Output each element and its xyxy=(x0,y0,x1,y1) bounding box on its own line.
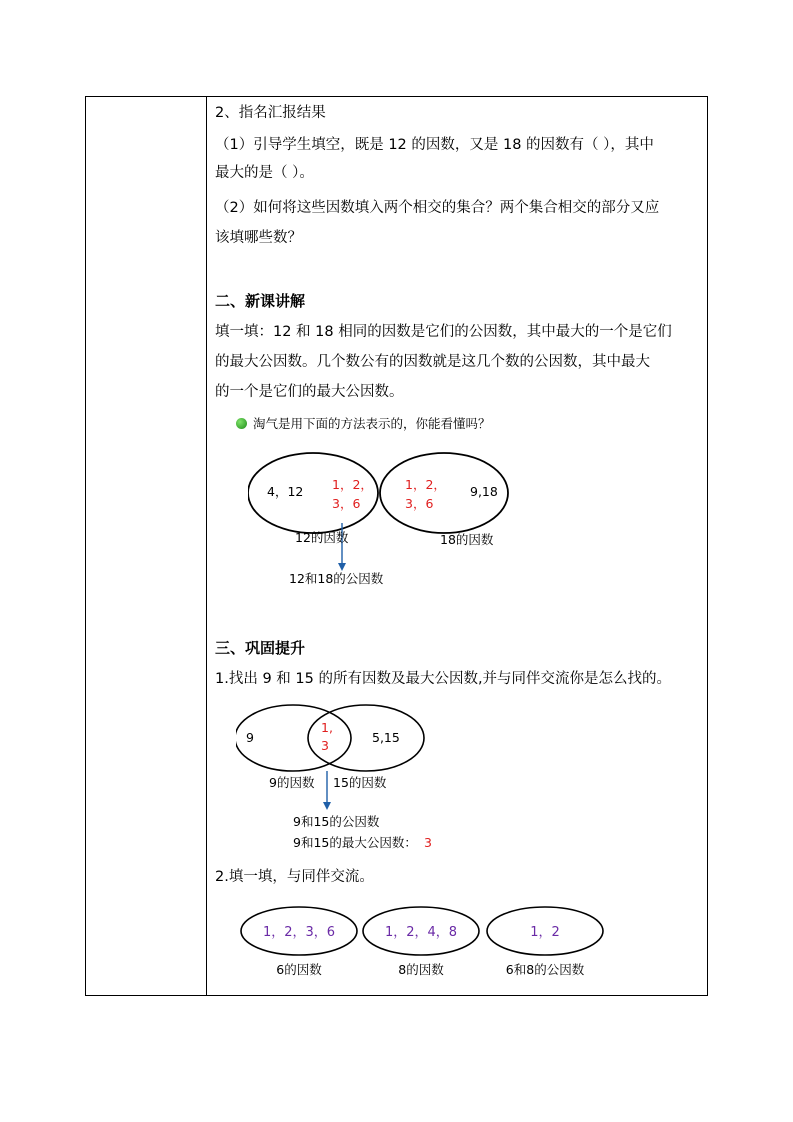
question-1-line-2: 最大的是（ ）。 xyxy=(215,165,314,181)
lesson-table xyxy=(85,96,708,996)
set-6-values: 1，2，3，6 xyxy=(262,925,336,940)
new-lesson-paragraph-2: 的最大公因数。几个数公有的因数就是这几个数的公因数，其中最大 xyxy=(215,354,650,370)
step-2-heading: 2、指名汇报结果 xyxy=(215,105,326,121)
table-left-column xyxy=(86,97,207,995)
set-9-only-values: 9 xyxy=(246,730,254,745)
common-9-15-values-line-1: 1, xyxy=(321,720,333,735)
consolidate-heading: 三、巩固提升 xyxy=(215,639,306,657)
set-9-label: 9的因数 xyxy=(269,775,315,790)
task-1-text: 1.找出 9 和 15 的所有因数及最大公因数,并与同伴交流你是怎么找的。 xyxy=(215,671,672,687)
set-12-common-values-line-1: 1，2， xyxy=(332,477,373,492)
set-8-label: 8的因数 xyxy=(398,962,444,977)
venn-diagram-9-15 xyxy=(236,700,536,860)
green-bullet-icon xyxy=(236,418,247,429)
gcd-9-15-label: 9和15的最大公因数： xyxy=(293,835,417,850)
factor-sets-6-8-diagram xyxy=(240,903,610,988)
common-9-15-arrow-head-icon xyxy=(323,802,331,810)
common-9-15-values-line-2: 3 xyxy=(321,738,329,753)
set-15-only-values: 5,15 xyxy=(372,730,400,745)
set-6-8-common-label: 6和8的公因数 xyxy=(505,962,585,977)
set-8-values: 1，2，4，8 xyxy=(384,925,458,940)
set-12-label: 12的因数 xyxy=(295,530,349,545)
set-18-only-values: 9,18 xyxy=(470,484,498,499)
new-lesson-paragraph-3: 的一个是它们的最大公因数。 xyxy=(215,384,404,400)
question-1-line-1: （1）引导学生填空，既是 12 的因数，又是 18 的因数有（ ），其中 xyxy=(215,137,654,153)
set-18-label: 18的因数 xyxy=(440,532,494,547)
question-2-line-1: （2）如何将这些因数填入两个相交的集合？两个集合相交的部分又应 xyxy=(215,200,660,216)
set-18-common-values-line-2: 3，6 xyxy=(405,496,434,511)
set-15-label: 15的因数 xyxy=(333,775,387,790)
set-18-common-values-line-1: 1，2， xyxy=(405,477,446,492)
new-lesson-heading: 二、新课讲解 xyxy=(215,292,306,310)
factor-sets-12-18-diagram xyxy=(248,447,608,597)
common-arrow-head-icon xyxy=(338,563,346,571)
common-factors-9-15-label: 9和15的公因数 xyxy=(293,814,380,829)
set-12-only-values: 4，12 xyxy=(267,484,304,499)
question-2-line-2: 该填哪些数？ xyxy=(215,230,302,246)
task-2-text: 2.填一填，与同伴交流。 xyxy=(215,869,374,885)
set-6-8-common-values: 1，2 xyxy=(530,925,560,940)
table-right-column xyxy=(208,97,707,995)
gcd-9-15-value: 3 xyxy=(424,835,432,850)
set-12-common-values-line-2: 3，6 xyxy=(332,496,361,511)
common-factors-12-18-label: 12和18的公因数 xyxy=(289,571,384,586)
set-6-label: 6的因数 xyxy=(276,962,322,977)
figure-caption: 淘气是用下面的方法表示的，你能看懂吗？ xyxy=(253,416,491,431)
new-lesson-paragraph-1: 填一填：12 和 18 相同的因数是它们的公因数，其中最大的一个是它们 xyxy=(215,324,672,340)
